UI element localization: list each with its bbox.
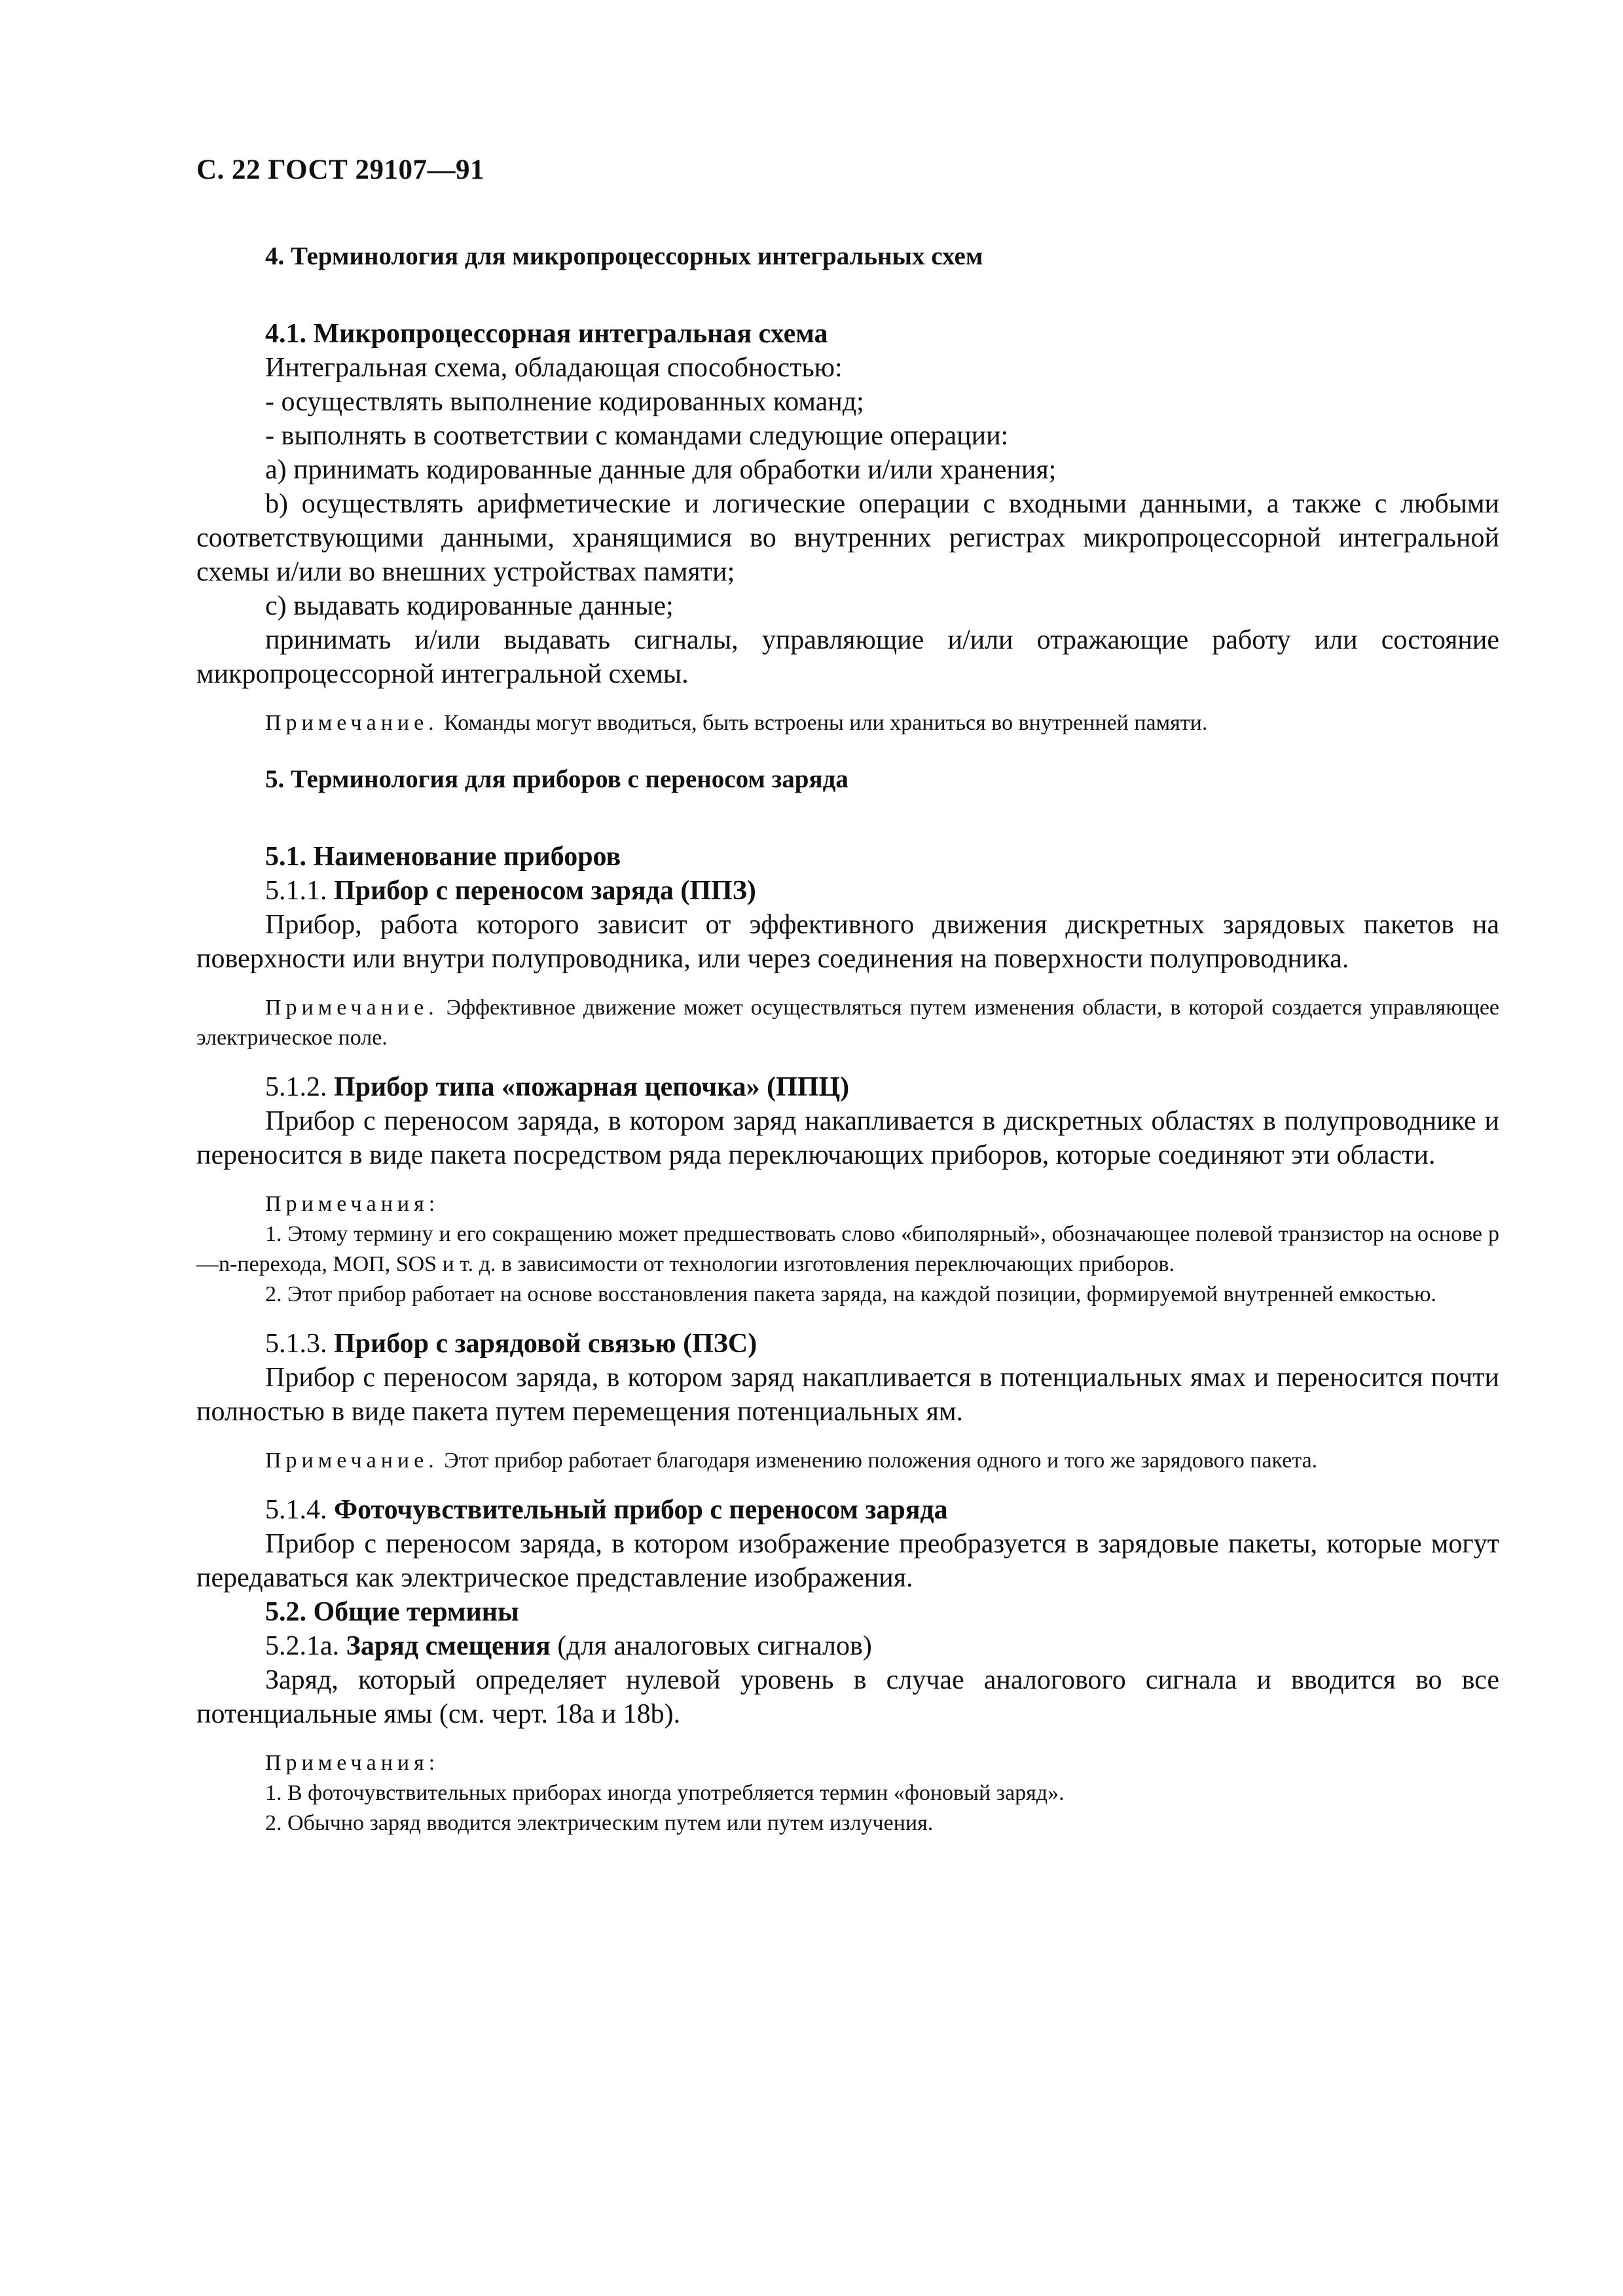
section-5-title: 5. Терминология для приборов с переносом заряда: [265, 765, 848, 793]
term-5-1-4-title: [196, 1493, 1499, 1527]
term-number: 5.1.2.: [265, 1072, 327, 1102]
term-5-2-1a-definition: Заряд, который определяет нулевой уровень в случае аналогового сигнала и вводится во все потенциальные ямы (см. черт. 18а и 18b).: [196, 1665, 1499, 1729]
term-number: 5.2.1а.: [265, 1631, 340, 1661]
list-item-2: - выполнять в соответствии с командами следующие операции:: [265, 421, 1009, 451]
notes-5-2-1a-label: [196, 1748, 1499, 1778]
note-text: Эффективное движение может осуществляться путем изменения области, в которой создается управляющее электрическое поле.: [196, 996, 1499, 1050]
list-item-a: а) принимать кодированные данные для обработки и/или хранения;: [265, 455, 1057, 485]
note-5-1-2-item-1: 1. Этому термину и его сокращению может предшествовать слово «биполярный», обозначающее полевой транзистор на основе p—n-перехода, МОП, SOS и т. д. в зависимости от технологии изготовления переключающих приборов.: [196, 1222, 1499, 1276]
notes-5-1-2-label: [196, 1189, 1499, 1219]
term-5-1-1-title: [196, 874, 1499, 908]
term-number: 5.1.3.: [265, 1329, 327, 1359]
note-4-1: [196, 708, 1499, 738]
note-5-1-2-item-2: 2. Этот прибор работает на основе восстановления пакета заряда, на каждой позиции, формируемой внутренней емкостью.: [265, 1282, 1436, 1306]
term-name: Прибор типа «пожарная цепочка» (ППЦ): [334, 1072, 850, 1102]
term-qualifier: (для аналоговых сигналов): [550, 1631, 872, 1661]
list-item-b: b) осуществлять арифметические и логические операции с входными данными, а также с любыми соответствующими данными, хранящимися во внутренних регистрах микропроцессорной интегральной схемы и/или во внешних устройствах памяти;: [196, 489, 1499, 587]
term-name: Фоточувствительный прибор с переносом заряда: [334, 1495, 948, 1525]
term-5-2-1a-title: [196, 1629, 1499, 1663]
note-5-2-1a-item-1: 1. В фоточувствительных приборах иногда употребляется термин «фоновый заряд».: [265, 1781, 1065, 1805]
term-5-1-2-definition: Прибор с переносом заряда, в котором заряд накапливается в дискретных областях в полупроводнике и переносится в виде пакета посредством ряда переключающих приборов, которые соединяют эти области.: [196, 1106, 1499, 1170]
term-5-1-title: 5.1. Наименование приборов: [265, 842, 621, 872]
term-5-2-title: 5.2. Общие термины: [265, 1597, 519, 1627]
note-label: Примечания:: [265, 1192, 440, 1216]
term-name: Прибор с зарядовой связью (ПЗС): [334, 1329, 757, 1359]
list-item-c: с) выдавать кодированные данные;: [265, 591, 674, 621]
term-4-1-definition: Интегральная схема, обладающая способностью:: [265, 353, 843, 383]
note-label: Примечание.: [265, 996, 439, 1020]
term-number: 5.1.1.: [265, 876, 327, 906]
term-name: Заряд смещения: [346, 1631, 551, 1661]
term-5-1-3-title: [196, 1327, 1499, 1361]
note-5-1-1: [196, 993, 1499, 1053]
list-item-last: принимать и/или выдавать сигналы, управляющие и/или отражающие работу или состояние микропроцессорной интегральной схемы.: [196, 625, 1499, 689]
note-text: Команды могут вводиться, быть встроены или храниться во внутренней памяти.: [438, 711, 1208, 735]
term-5-1-1-definition: Прибор, работа которого зависит от эффективного движения дискретных зарядовых пакетов на поверхности или внутри полупроводника, или через соединения на поверхности полупроводника.: [196, 910, 1499, 974]
note-label: Примечание.: [265, 1448, 439, 1473]
page-header: С. 22 ГОСТ 29107—91: [196, 154, 485, 185]
section-4-title: 4. Терминология для микропроцессорных интегральных схем: [265, 242, 983, 270]
term-number: 5.1.4.: [265, 1495, 327, 1525]
term-name: Прибор с переносом заряда (ППЗ): [334, 876, 756, 906]
note-label: Примечания:: [265, 1751, 440, 1775]
list-item-1: - осуществлять выполнение кодированных команд;: [265, 387, 864, 417]
document-page: [196, 154, 1499, 1839]
note-text: Этот прибор работает благодаря изменению положения одного и того же зарядового пакета.: [438, 1448, 1318, 1473]
term-4-1-title: 4.1. Микропроцессорная интегральная схема: [265, 319, 828, 349]
term-5-1-4-definition: Прибор с переносом заряда, в котором изображение преобразуется в зарядовые пакеты, которые могут передаваться как электрическое представление изображения.: [196, 1529, 1499, 1593]
note-label: Примечание.: [265, 711, 439, 735]
note-5-2-1a-item-2: 2. Обычно заряд вводится электрическим путем или путем излучения.: [265, 1811, 934, 1835]
term-5-1-2-title: [196, 1070, 1499, 1104]
term-5-1-3-definition: Прибор с переносом заряда, в котором заряд накапливается в потенциальных ямах и переносится почти полностью в виде пакета путем перемещения потенциальных ям.: [196, 1363, 1499, 1427]
note-5-1-3: [196, 1446, 1499, 1476]
